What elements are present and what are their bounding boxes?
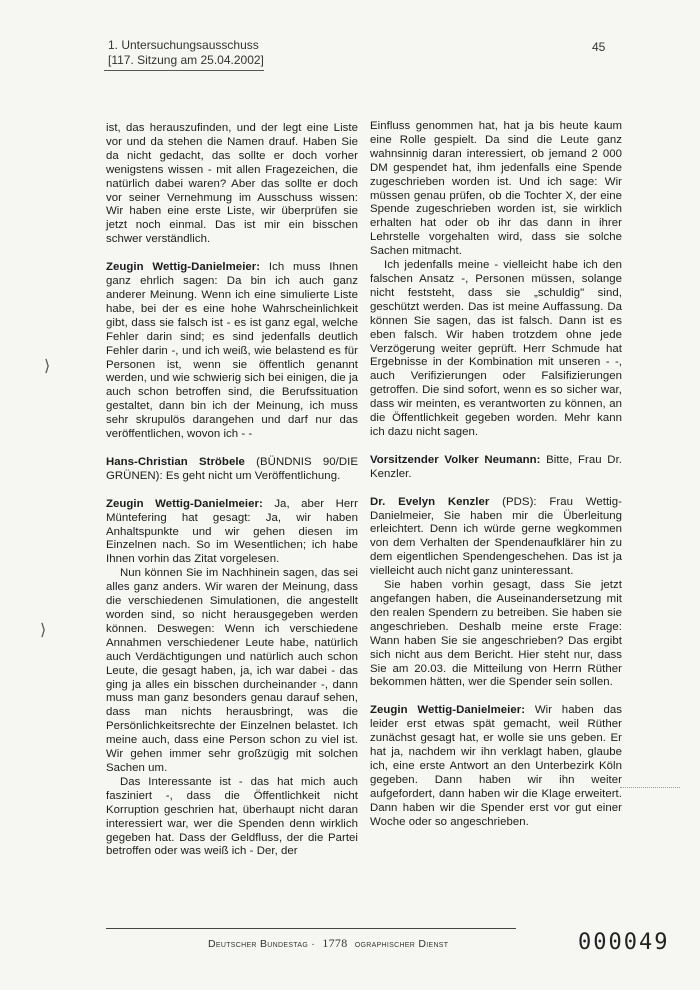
speech-text: Ich muss Ihnen ganz ehrlich sagen: Da bin ich auch ganz anderer Meinung. Wenn ich eine simulierte Liste habe, bei der es eine hohe Wahrscheinlichkeit gibt, dass sie falsch ist - es ist ganz egal, welche Fehler darin sind; es sind jedenfalls deutlich Fehler darin -, und ich weiß, wie belastend es für Personen ist, wenn sie öffentlich genannt werden, und wie schwierig sich bei einigen, die ja auch schon betroffen sind, die Berufssituation gestaltet, dann bin ich der Meinung, ich muss sehr skrupulös darangehen und darf nur das veröffentlichen, wovon ich - - — [106, 261, 358, 441]
committee-title: 1. Untersuchungsausschuss — [108, 38, 259, 52]
right-column — [370, 120, 622, 844]
paragraph — [370, 454, 622, 482]
paragraph — [370, 496, 622, 579]
paragraph — [106, 261, 358, 442]
speaker-name: Hans-Christian Ströbele — [106, 455, 245, 468]
paragraph: Ich jedenfalls meine - vielleicht habe ich den falschen Ansatz -, Personen müssen, solange nicht feststeht, dass sie „schuldig" sind, geschützt werden. Das ist meine Auffassung. Da können Sie sagen, das ist falsch. Dann ist es eben falsch. Wir haben trotzdem ohne jede Verzögerung weiter geprüft. Herr Schmude hat Ergebnisse in der Kombination mit unseren - -, auch Verifizierungen oder Falsifizierungen getroffen. Die sind sofort, wenn es so sicher war, dass wir meinten, es verantworten zu können, an die Öffentlichkeit gegeben worden. Mehr kann ich dazu nicht sagen. — [370, 259, 622, 438]
header-rule — [104, 70, 264, 71]
speaker-name: Zeugin Wettig-Danielmeier: — [370, 704, 526, 717]
speaker-name: Dr. Evelyn Kenzler — [370, 495, 490, 508]
paragraph: ist, das herauszufinden, und der legt eine Liste vor und da stehen die Namen drauf. Haben Sie da nicht gedacht, das sollte er doch vorher wenigstens wissen - mit allen Fragezeichen, die natürlich dabei waren? Aber das sollte er doch vor seiner Vernehmung im Ausschuss wissen: Wir haben eine erste Liste, wir überprüfen sie jetzt noch einmal. Das ist mir ein bisschen schwer verständlich. — [106, 122, 358, 246]
footer-rule — [106, 928, 516, 929]
scan-artifact — [620, 787, 680, 788]
page-number: 45 — [592, 40, 606, 54]
document-stamp: 000049 — [578, 930, 670, 955]
paragraph — [106, 498, 358, 568]
speech-text: Bitte, Frau Dr. Kenzler. — [370, 453, 622, 480]
speech-text: (PDS): Frau Wettig-Danielmeier, Sie haben mir die Überleitung erleichtert. Denn ich würde gerne wegkommen von dem Verhalten der Spendenaufklärer hin zu dem eigentlichen Spendengeschehen. Das ist ja vielleicht auch nicht ganz uninteressant. — [370, 495, 622, 578]
speaker-name: Vorsitzender Volker Neumann: — [370, 453, 541, 466]
speech-text: (BÜNDNIS 90/DIE GRÜNEN): Es geht nicht um Veröffentlichung. — [106, 455, 358, 482]
paragraph: Nun können Sie im Nachhinein sagen, das sei alles ganz anders. Wir waren der Meinung, dass die verschiedenen Simulationen, die angestellt worden sind, so nicht herausgegeben werden können. Deswegen: Wenn ich verschiedene Annahmen verschiedener Leute habe, natürlich auch Verdächtigungen und natürlich auch schon Leute, die gesagt haben, ja, ich war dabei - das ging ja alles ein bisschen durcheinander -, dann muss man ganz besonders genau darauf sehen, dass man nichts herausbringt, was die Persönlichkeitsrechte der Einzelnen belastet. Ich meine auch, dass eine Person schon zu viel ist. Wir gehen immer sehr großzügig mit solchen Sachen um. — [106, 567, 358, 774]
session-info: [117. Sitzung am 25.04.2002] — [108, 53, 264, 67]
paragraph: Einfluss genommen hat, hat ja bis heute kaum eine Rolle gespielt. Da sind die Leute ganz wahnsinnig daran interessiert, ob jemand 2 000 DM gespendet hat, ihm jedenfalls eine Spende zugeschrieben worden ist. Und ich sage: Wir müssen genau prüfen, ob die Tochter X, der eine Spende zugeschrieben worden ist, sie wirklich erhalten hat oder ob ihr das dann in ihrer Lehrstelle vorgehalten wird, dass sie solche Sachen mitmacht. — [370, 120, 622, 258]
paragraph: Sie haben vorhin gesagt, dass Sie jetzt angefangen haben, die Auseinandersetzung mit den realen Spendern zu betreiben. Sie haben sie angeschrieben. Deshalb meine erste Frage: Wann haben Sie sie angeschrieben? Das ergibt sich nicht aus dem Bericht. Hier steht nur, dass Sie am 20.03. die Mitteilung von Herrn Rüther bekommen hätten, wer die Spender sein sollen. — [370, 579, 622, 689]
page-footer — [208, 936, 448, 951]
footer-number: 1778 — [322, 936, 348, 950]
footer-service: ographischer Dienst — [354, 938, 449, 950]
speech-text: Wir haben das leider erst etwas spät gemacht, weil Rüther zunächst gesagt hat, er wolle sie uns geben. Er hat ja, nachdem wir ihn verklagt haben, glaube ich, eine erste Antwort an den Unterbezirk Köln gegeben. Dann haben wir ihn weiter aufgefordert, dann haben wir die Klage erweitert. Dann haben wir die Spender erst vor gut einer Woche oder so angeschrieben. — [370, 704, 622, 828]
left-column — [106, 122, 358, 873]
paragraph — [370, 704, 622, 829]
punch-hole-mark: ⟩ — [40, 622, 47, 639]
speaker-name: Zeugin Wettig-Danielmeier: — [106, 497, 263, 510]
speech-text: Ja, aber Herr Müntefering hat gesagt: Ja, wir haben Anhaltspunkte und wir gehen diesen im Einzelnen nach. So im Wesentlichen; ich habe Ihnen vorhin das Zitat vorgelesen. — [106, 497, 358, 566]
paragraph: Das Interessante ist - das hat mich auch fasziniert -, dass die Öffentlichkeit nicht Korruption geschrien hat, überhaupt nicht daran interessiert war, wer die Spenden denn wirklich gegeben hat. Dass der Geldfluss, der die Partei betroffen oder was weiß ich - Der, der — [106, 775, 358, 858]
paragraph — [106, 456, 358, 484]
punch-hole-mark: ⟩ — [44, 358, 51, 375]
speaker-name: Zeugin Wettig-Danielmeier: — [106, 261, 261, 274]
footer-publisher: Deutscher Bundestag · — [208, 938, 316, 950]
page-header — [108, 38, 264, 68]
